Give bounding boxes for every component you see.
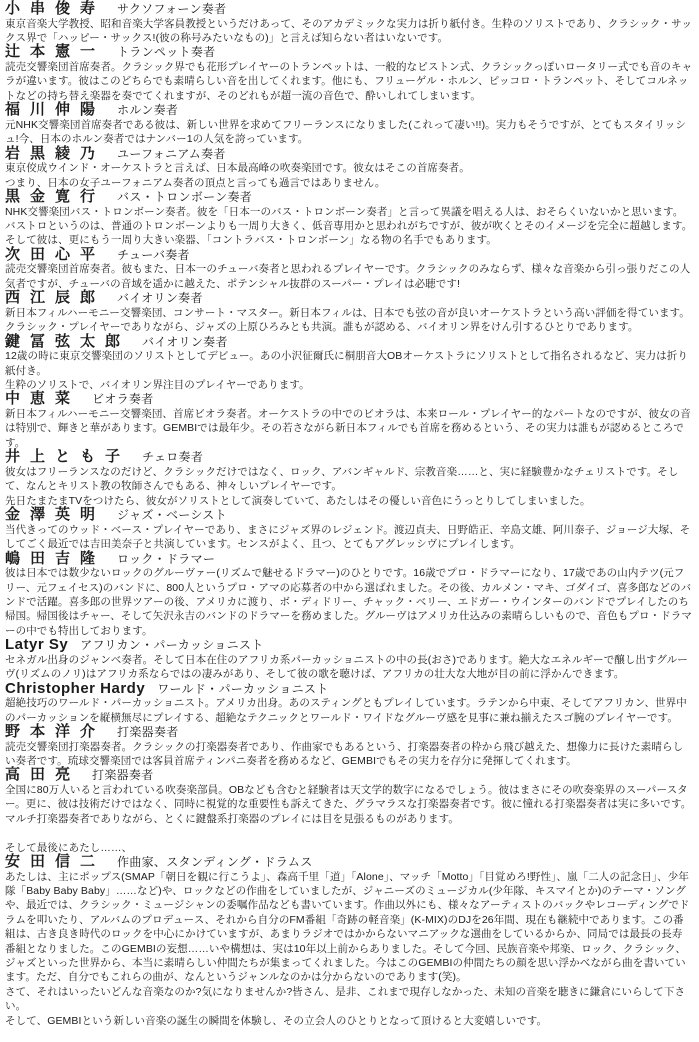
member-name: 西江辰郎 — [5, 289, 106, 307]
member-role: ロック・ドラマー — [117, 551, 216, 566]
member-name: 黒金寛行 — [5, 188, 106, 206]
member-role: 作曲家、スタンディング・ドラムス — [117, 854, 313, 869]
final-lead-in-text: そして最後にあたし……、 — [5, 841, 133, 854]
description-paragraph: 先日たまたまTVをつけたら、彼女がソリストとして演奏していて、あたしはその優しい音色にうっとりしてしまいました。 — [5, 494, 591, 507]
member-description — [5, 161, 693, 190]
member-name: 金澤英明 — [5, 506, 106, 524]
member-name: 高田亮 — [5, 766, 81, 784]
member-header — [5, 768, 693, 783]
member-entry — [5, 841, 693, 1028]
description-paragraph: 新日本フィルハーモニー交響楽団、首席ビオラ奏者。オーケストラの中でのビオラは、本来ロール・プレイヤー的なパートなのですが、彼女の音は特別で、輝きと華があります。GEMBIでは最年少。その若さながら新日本フィルでも首席を務めるという、その実力は誰もが認めるところです。 — [5, 408, 691, 449]
member-list — [5, 2, 693, 1028]
member-description — [5, 740, 693, 769]
member-header — [5, 638, 693, 653]
member-name: 小串俊寿 — [5, 0, 106, 17]
member-role: バイオリン奏者 — [142, 334, 228, 349]
member-description — [5, 696, 693, 725]
member-name: 嶋田吉隆 — [5, 549, 106, 567]
member-description — [5, 306, 693, 335]
member-name: 辻本憲一 — [5, 43, 106, 61]
description-paragraph: 読売交響楽団首席奏者。クラシック界でも花形プレイヤーのトランペットは、一般的なピストン式、クラシックっぽいロータリー式でも音のキャラが違います。彼はこのどちらでも素晴らしい音を出してくれます。他にも、フリューゲル・ホルン、ピッコロ・トランペット、そしてコルネットなどの持ち替え楽器を奏でてくれますが、そのどれもが超一流の音色で、酔いしれてしまいます。 — [5, 61, 693, 102]
member-header — [5, 549, 693, 567]
member-description — [5, 407, 693, 450]
member-name: 鍵冨弦太郎 — [5, 332, 131, 350]
member-role: アフリカン・パーカッショニスト — [80, 638, 264, 653]
description-paragraph: NHK交響楽団バス・トロンボーン奏者。彼を「日本一のバス・トロンボーン奏者」と言って異議を唱える人は、おそらくいないかと思います。バストロというのは、普通のトロンボーンよりも一周り大きく、低音専用かと思われがちですが、彼が吹くとそのイメージを完全に超越します。 — [5, 205, 693, 233]
member-role: 打楽器奏者 — [92, 768, 154, 783]
description-paragraph: 読売交響楽団首席奏者。彼もまた、日本一のチューバ奏者と思われるプレイヤーです。クラシックのみならず、様々な音楽から引っ張りだこの人気者ですが、チューバの音域を遥かに越えた、ポテンシャル抜群のスーパー・プレイは必聴です! — [5, 263, 691, 290]
description-paragraph: 彼女はフリーランスなのだけど、クラシックだけではなく、ロック、アバンギャルド、宗教音楽……と、実に経験豊かなチェリストです。そして、なんとキリスト教の牧師さんでもある、神々しいプレイヤーです。 — [5, 465, 679, 493]
member-entry — [5, 190, 693, 248]
member-header — [5, 45, 693, 60]
member-name: 岩黒綾乃 — [5, 144, 106, 162]
member-description — [5, 523, 693, 552]
description-paragraph: 元NHK交響楽団首席奏者である彼は、新しい世界を求めてフリーランスになりました(これって凄い!!)。実力もそうですが、とてもスタイリッシュ!今、日本のホルン奏者ではナンバー1の人気を誇っています。 — [5, 118, 686, 146]
member-entry — [5, 245, 693, 291]
description-paragraph: そして、GEMBIという新しい音楽の誕生の瞬間を体験し、その立会人のひとりとなって頂けると大変嬉しいです。 — [5, 1014, 548, 1027]
member-description — [5, 349, 693, 392]
member-name: 安田信二 — [5, 852, 106, 870]
member-entry — [5, 450, 693, 508]
member-description — [5, 205, 693, 248]
member-header — [5, 392, 693, 407]
member-name: Latyr Sy — [5, 636, 69, 654]
member-entry — [5, 144, 693, 190]
member-description — [5, 17, 693, 46]
member-header — [5, 508, 693, 523]
member-name: 次田心平 — [5, 245, 106, 263]
member-entry — [5, 508, 693, 551]
member-description — [5, 118, 693, 147]
member-entry — [5, 768, 693, 826]
member-role: チューバ奏者 — [117, 247, 190, 262]
member-header — [5, 291, 693, 306]
member-role: 打楽器奏者 — [117, 724, 179, 739]
description-paragraph: あたしは、主にポップス(SMAP「朝日を観に行こうよ」、森高千里「道」「Alone」、マッチ「Motto」「目覚めろ!野性」、嵐「二人の記念日」、少年隊「Baby Baby Baby」……など)や、ロックなどの作曲をしていましたが、ジャニーズのミュージカル(少年隊、キスマイとか)のテーマ・ソングや、最近では、クラシック・ミュージシャンの委嘱作品なども書いています。作曲以外にも、様々なアーティストのバックやレコーディングでドラムを叩いたり、アルバムのプロデュース、それから自分のFM番組「奇跡の軽音楽」(K-MIX)のDJを26年間、現在も継続中であります。この番組は、古き良き時代のロックを中心にかけていますが、あまりラジオではかからないマニアックな選曲をしているからか、同局では最長の長寿番組となりました。このGEMBIの妄想……いや構想は、実は10年以上前からありました。そして今回、民族音楽や邦楽、ロック、クラシック、ジャズといった世界から、本当に素晴らしい仲間たちが集まってくれました。今はこのGEMBIの仲間たちの顔を思い浮かべながら曲を書いています。ただ、自分でもこれらの曲が、なんというジャンルなのかは分からないのであります(笑)。 — [5, 870, 690, 984]
member-entry — [5, 638, 693, 681]
description-paragraph: 東京佼成ウインド・オーケストラと言えば、日本最高峰の吹奏楽団です。彼女はそこの首席奏者。 — [5, 162, 470, 175]
description-paragraph: 12歳の時に東京交響楽団のソリストとしてデビュー。あの小沢征爾氏に桐朋音大OBオーケストラにソリストとして指名されるなど、実力は折り紙付き。 — [5, 350, 688, 377]
description-paragraph: 東京音楽大学教授、昭和音楽大学客員教授というだけあって、そのアカデミックな実力は折り紙付き。生粋のソリストであり、クラシック・サックス界で「ハッピー・サックス!(彼の称号みたいなもの)」と言えば知らない者はいないです。 — [5, 17, 693, 44]
member-role: ワールド・パーカッショニスト — [157, 681, 329, 696]
member-description — [5, 262, 693, 291]
description-paragraph: 生粋のソリストで、バイオリン界注目のプレイヤーであります。 — [5, 379, 310, 392]
member-description — [5, 60, 693, 103]
member-header — [5, 245, 693, 263]
member-description — [5, 870, 693, 1028]
member-entry — [5, 291, 693, 334]
member-entry — [5, 103, 693, 146]
member-name: 野本洋介 — [5, 722, 106, 740]
member-entry — [5, 722, 693, 768]
description-paragraph: 全国に80万人いると言われている吹奏楽部員。OBなども含むと経験者は天文学的数字になるでしょう。彼はまさにその吹奏楽界のスーパースター。更に、彼は技術だけではなく、同時に視覚的な重要性も訴えてきた、グラマラスな打楽器奏者です。彼に憧れる打楽器奏者は実に多いです。マルチ打楽器奏者でありながら、とくに鍵盤系打楽器のプレイには目を見張るものがあります。 — [5, 783, 692, 825]
description-paragraph: セネガル出身のジャンベ奏者。そして日本在住のアフリカ系パーカッショニストの中の長(おさ)であります。絶大なエネルギーで醸し出すグルーヴ(リズムのノリ)はアフリカ系ならではの凄みがあり、そして彼の歌を聴けば、アフリカの壮大な大地が目の前に浮かんできます。 — [5, 653, 688, 681]
member-role: ビオラ奏者 — [92, 392, 154, 407]
member-role: ホルン奏者 — [117, 103, 179, 118]
member-role: トランペット奏者 — [117, 45, 216, 60]
member-entry — [5, 679, 693, 725]
member-description — [5, 566, 693, 638]
description-paragraph: さて、それはいったいどんな音楽なのか?気になりませんか?皆さん、是非、これまで現存しなかった、未知の音楽を聴きに鎌倉にいらして下さい。 — [5, 985, 686, 1013]
member-role: バス・トロンボーン奏者 — [117, 190, 253, 205]
member-name: Christopher Hardy — [5, 679, 146, 697]
member-header — [5, 103, 693, 118]
description-paragraph: つまり、日本の女子ユーフォニアム奏者の頂点と言っても過言ではありません。 — [5, 176, 386, 189]
description-paragraph: 超絶技巧のワールド・パーカッショニスト。アメリカ出身。あのスティングともプレイしています。ラテンから中東、そしてアフリカン、世界中のパーカッションを縦横無尽にプレイする、超絶なテクニックとワールド・ワイドなグルーヴ感を見事に兼ね揃えたスゴ腕のプレイヤーです。 — [5, 697, 687, 724]
description-paragraph: そして彼は、更にもう一周り大きい楽器、「コントラバス・トロンボーン」なる物の名手でもあります。 — [5, 234, 497, 247]
member-entry — [5, 392, 693, 450]
member-header — [5, 190, 693, 205]
member-description — [5, 653, 693, 682]
member-header — [5, 332, 693, 350]
member-entry — [5, 549, 693, 639]
description-paragraph: 彼は日本では数少ないロックのグルーヴァー(リズムで魅せるドラマー)のひとりです。16歳でプロ・ドラマーになり、17歳であの山内テツ(元フリー、元フェイセス)のバンドに、800人というプロ・アマの応募者の中から選ばれました。その後、カルメン・マキ、ゴダイゴ、喜多郎などのバンドで活躍。喜多郎の世界ツアーの後、アメリカに渡り、ボ・ディドリー、チャック・ベリー、エドガー・ウインターのバンドでプレイしたのち帰国。帰国後はチャー、そして矢沢永吉のバンドのドラマーを務めました。グルーヴはアメリカ仕込みの素晴らしいもので、音色もプロ・ドラマーの中でも特出しております。 — [5, 567, 693, 637]
member-header — [5, 722, 693, 740]
member-description — [5, 465, 693, 508]
member-header — [5, 679, 693, 697]
member-name: 中恵菜 — [5, 390, 81, 408]
member-role: サクソフォーン奏者 — [117, 2, 227, 16]
member-role: ユーフォニアム奏者 — [117, 146, 226, 161]
member-name: 井上とも子 — [5, 448, 131, 466]
description-paragraph: 読売交響楽団打楽器奏者。クラシックの打楽器奏者であり、作曲家でもあるという、打楽器奏者の枠から飛び越えた、想像力に長けた素晴らしい奏者です。琉球交響楽団では客員首席ティンパニ奏者を務めるなど、GEMBIでもその実力を存分に発揮してくれます。 — [5, 740, 684, 767]
member-role: バイオリン奏者 — [117, 291, 203, 306]
member-role: チェロ奏者 — [142, 450, 204, 465]
member-header — [5, 144, 693, 162]
description-paragraph: 新日本フィルハーモニー交響楽団、コンサート・マスター。新日本フィルは、日本でも弦の音が良いオーケストラという高い評価を得ています。 — [5, 306, 690, 319]
member-header — [5, 2, 693, 17]
member-entry — [5, 45, 693, 103]
member-description — [5, 783, 693, 826]
member-role: ジャズ・ベーシスト — [117, 508, 227, 523]
member-name: 福川伸陽 — [5, 101, 106, 119]
member-entry — [5, 2, 693, 45]
member-header — [5, 852, 693, 870]
member-header — [5, 450, 693, 465]
member-entry — [5, 332, 693, 393]
description-paragraph: クラシック・プレイヤーでありながら、ジャズの上原ひろみとも共演。誰もが認める、バイオリン界をけん引するひとりであります。 — [5, 321, 639, 334]
description-paragraph: 当代きってのウッド・ベース・プレイヤーであり、まさにジャズ界のレジェンド。渡辺貞夫、日野皓正、辛島文雄、阿川泰子、ジョージ大塚、そしてごく最近では吉田美奈子と共演しています。センスがよく、且つ、とてもアグレッシヴにプレイします。 — [5, 523, 691, 551]
